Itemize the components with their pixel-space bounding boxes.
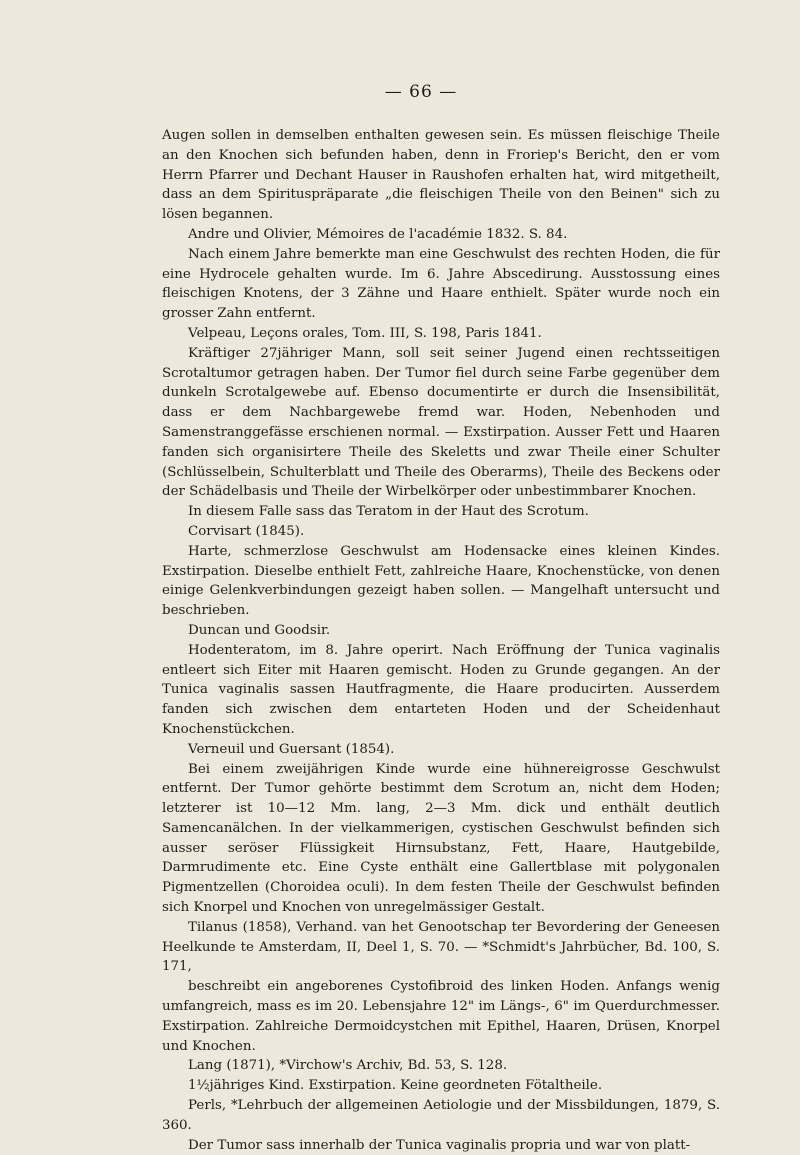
citation-velpeau: Velpeau, Leçons orales, Tom. III, S. 198, Paris 1841. <box>188 325 542 341</box>
paragraph: Bei einem zweijährigen Kinde wurde eine hühnereigrosse Geschwulst entfernt. Der Tumor gehörte bestimmt dem Scrotum an, nicht dem Hoden; letzterer ist 10—12 Mm. lang, 2—3 Mm. dick und enthält deutlich Samencanälchen. In der vielkammerigen, cystischen Geschwulst befinden sich ausser seröser Flüssigkeit Hirnsubstanz, Fett, Haare, Hautgebilde, Darmrudimente etc. Eine Cyste enthält eine Gallertblase mit polygonalen Pigmentzellen (Choroidea oculi). In dem festen Theile der Geschwulst befinden sich Knorpel und Knochen von unregelmässiger Gestalt. <box>162 761 720 916</box>
citation-duncan-goodsir: Duncan und Goodsir. <box>188 622 331 638</box>
paragraph: Nach einem Jahre bemerkte man eine Geschwulst des rechten Hoden, die für eine Hydrocele gehalten wurde. Im 6. Jahre Abscedirung. Ausstossung eines fleischigen Knotens, der 3 Zähne und Haare enthielt. Später wurde noch ein grosser Zahn entfernt. <box>162 246 720 322</box>
citation-andre-olivier: Andre und Olivier, Mémoires de l'académie 1832. S. 84. <box>188 226 568 242</box>
citation-tilanus: Tilanus (1858), Verhand. van het Genootschap ter Bevordering der Geneesen Heelkunde te Amsterdam, II, Deel 1, S. 70. — *Schmidt's Jahrbücher, Bd. 100, S. 171, <box>162 919 720 975</box>
citation-lang: Lang (1871), *Virchow's Archiv, Bd. 53, S. 128. <box>188 1058 508 1074</box>
paragraph: Kräftiger 27jähriger Mann, soll seit seiner Jugend einen rechtsseitigen Scrotaltumor getragen haben. Der Tumor fiel durch seine Farbe gegenüber dem dunkeln Scrotalgewebe auf. Ebenso documentirte er durch die Insensibilität, dass er dem Nachbargewebe fremd war. Hoden, Nebenhoden und Samenstranggefässe erschienen normal. — Exstirpation. Ausser Fett und Haaren fanden sich organisirtere Theile des Skeletts und zwar Theile einer Schulter (Schlüsselbein, Schulterblatt und Theile des Oberarms), Theile des Beckens oder der Schädelbasis und Theile der Wirbelkörper oder unbestimmbarer Knochen. <box>162 345 720 500</box>
paragraph: 1½jähriges Kind. Exstirpation. Keine geordneten Fötaltheile. <box>188 1078 603 1094</box>
body-text <box>162 126 720 1155</box>
paragraph: Hodenteratom, im 8. Jahre operirt. Nach Eröffnung der Tunica vaginalis entleert sich Eiter mit Haaren gemischt. Hoden zu Grunde gegangen. An der Tunica vaginalis sassen Hautfragmente, die Haare producirten. Ausserdem fanden sich zwischen dem entarteten Hoden und der Scheidenhaut Knochenstückchen. <box>162 642 720 737</box>
paragraph: Der Tumor sass innerhalb der Tunica vaginalis propria und war von platt- <box>188 1137 691 1153</box>
paragraph: Harte, schmerzlose Geschwulst am Hodensacke eines kleinen Kindes. Exstirpation. Dieselbe enthielt Fett, zahlreiche Haare, Knochenstücke, von denen einige Gelenkverbindungen gezeigt haben sollen. — Mangelhaft untersucht und beschrieben. <box>162 543 720 619</box>
citation-perls: Perls, *Lehrbuch der allgemeinen Aetiologie und der Missbildungen, 1879, S. 360. <box>162 1098 720 1133</box>
citation-verneuil-guersant: Verneuil und Guersant (1854). <box>188 741 395 757</box>
citation-corvisart: Corvisart (1845). <box>188 523 305 539</box>
paragraph: Augen sollen in demselben enthalten gewesen sein. Es müssen fleischige Theile an den Knochen sich befunden haben, denn in Froriep's Bericht, den er vom Herrn Pfarrer und Dechant Hauser in Raushofen erhalten hat, wird mitgetheilt, dass an dem Spirituspräparate „die fleischigen Theile von den Beinen" sich zu lösen begannen. <box>162 128 720 223</box>
page-number: — 66 — <box>384 82 458 102</box>
paragraph: In diesem Falle sass das Teratom in der Haut des Scrotum. <box>188 504 589 520</box>
paragraph: beschreibt ein angeborenes Cystofibroid des linken Hoden. Anfangs wenig umfangreich, mass es im 20. Lebensjahre 12" im Längs-, 6" im Querdurchmesser. Exstirpation. Zahlreiche Dermoidcystchen mit Epithel, Haaren, Drüsen, Knorpel und Knochen. <box>162 979 720 1054</box>
